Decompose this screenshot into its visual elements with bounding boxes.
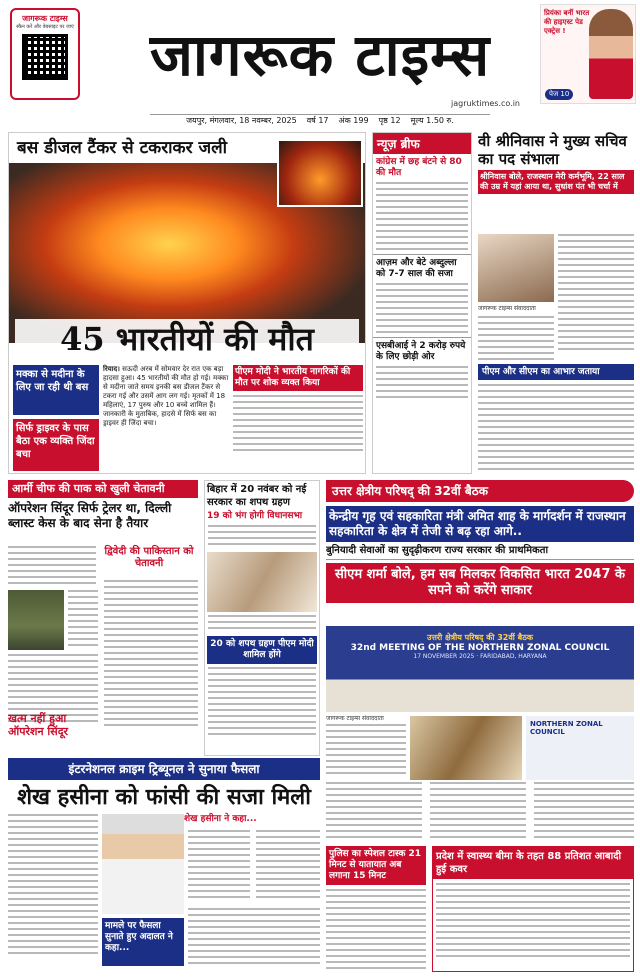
stage-en: 32nd MEETING OF THE NORTHERN ZONAL COUNCIL — [350, 643, 610, 653]
qr-code-icon — [22, 34, 68, 80]
army-caption: खत्म नहीं हुआ ऑपरेशन सिंदूर — [8, 712, 69, 738]
news-brief — [372, 132, 472, 474]
army-headline[interactable]: आर्मी चीफ की पाक को खुली चेतावनी — [8, 480, 198, 498]
lead-big-headline[interactable]: 45 भारतीयों की मौत — [15, 319, 359, 359]
chief-secretary-story — [478, 132, 634, 362]
lead-side-box-2: सिर्फ ड्राइवर के पास बैठा एक व्यक्ति जिंदा बचा — [13, 419, 99, 471]
website[interactable]: jagruktimes.co.in — [451, 99, 520, 108]
zonal-body — [326, 782, 634, 844]
cs-photo — [478, 234, 554, 302]
qr-sub: स्कैन करें और वेबसाइट पर जाएं — [16, 24, 74, 30]
zonal-big[interactable]: सीएम शर्मा बोले, हम सब मिलकर विकसित भारत 2047 के सपने को करेंगे साकार — [326, 563, 634, 603]
actress-photo — [589, 9, 633, 99]
hasina-banner: इंटरनेशनल क्राइम ट्रिब्यूनल ने सुनाया फैसला — [8, 758, 320, 780]
army-story — [8, 480, 198, 756]
police-story — [326, 846, 426, 972]
health-story — [432, 846, 634, 972]
lead-headline[interactable]: बस डीजल टैंकर से टकराकर जली — [17, 138, 228, 158]
masthead-title: जागरूक टाइम्स — [149, 21, 491, 89]
cs-sub: श्रीनिवास बोले, राजस्थान मेरी कर्मभूमि, 22 साल की उम्र में यहां आया था, सुधांश पंत भी चर्चा में — [478, 170, 634, 194]
stage-title: उत्तरी क्षेत्रीय परिषद् की 32वीं बैठक — [426, 633, 534, 642]
pages-text: पृष्ठ 12 — [378, 116, 401, 125]
army-photo — [8, 590, 64, 650]
brief-label: न्यूज़ ब्रीफ — [373, 133, 471, 154]
hasina-quote: मामले पर फैसला सुनाते हुए अदालत ने कहा... — [102, 918, 184, 966]
bihar-bottom[interactable]: 20 को शपथ ग्रहण पीएम मोदी शामिल होंगे — [207, 636, 317, 664]
lead-story — [8, 132, 366, 474]
thanks-headline[interactable]: पीएम और सीएम का आभार जताया — [478, 364, 634, 380]
stage-photo — [326, 626, 634, 712]
lead-body-text: सऊदी अरब में सोमवार देर रात एक बड़ा हादसा हुआ। 45 भारतीयों की मौत हो गई। मक्का से मदीना जाते समय इनकी बस डीजल टैंकर से टकरा गई और उसमें आग लग गई। मृतकों में 18 महिलाएं, 17 पुरुष और 10 बच्चे शामिल हैं। जानकारी के मुताबिक, हादसे में सिर्फ बस का ड्राइवर ही जिंदा बचा। — [103, 365, 229, 427]
health-headline[interactable]: प्रदेश में स्वास्थ्य बीमा के तहत 88 प्रतिशत आबादी हुई कवर — [433, 847, 633, 879]
qr-label: जागरूक टाइम्स — [22, 14, 68, 23]
zonal-caption: जागरूक टाइम्स संवाददाता — [326, 715, 384, 722]
bihar-sub: 19 को भंग होगी विधानसभा — [207, 511, 303, 521]
lead-side-box-1: मक्का से मदीना के लिए जा रही थी बस — [13, 365, 99, 415]
zonal-sub: बुनियादी सेवाओं का सुदृढ़ीकरण राज्य सरकार की प्राथमिकता — [326, 545, 634, 560]
masthead — [0, 0, 640, 128]
brief-h3[interactable]: एसबीआई ने 2 करोड़ रुपये के लिए छोड़ी ओर — [373, 337, 471, 366]
promo-text: प्रियंका बनीं भारत की हाइएस्ट पेड एक्ट्रेस ! — [544, 9, 590, 35]
lead-body — [103, 365, 229, 471]
nzc-label: NORTHERN ZONAL COUNCIL — [530, 720, 603, 736]
promo-page-badge: पेज 10 — [545, 89, 573, 100]
army-sub[interactable]: ऑपरेशन सिंदूर सिर्फ ट्रेलर था, दिल्ली ब्लास्ट केस के बाद सेना है तैयार — [8, 501, 172, 530]
hasina-story — [8, 758, 320, 972]
qr-panel[interactable] — [10, 8, 80, 100]
police-headline[interactable]: पुलिस का स्पेशल टास्क 21 मिनट से यातायात अब लगाना 15 मिनट — [326, 846, 426, 885]
hasina-photo-label: शेख हसीना ने कहा... — [184, 814, 257, 824]
lead-dateline: रियाद। — [103, 365, 120, 373]
zonal-council-story — [326, 480, 634, 780]
hasina-headline[interactable]: शेख हसीना को फांसी की सजा मिली — [17, 785, 311, 810]
bihar-photo — [207, 552, 317, 612]
zonal-headline[interactable]: केन्द्रीय गृह एवं सहकारिता मंत्री अमित शाह के मार्गदर्शन में राजस्थान सहकारिता के क्षेत्र में तेजी से बढ़ रहा आगे.. — [326, 506, 634, 542]
bihar-headline[interactable]: बिहार में 20 नवंबर को नई सरकार का शपथ ग्रहण — [207, 484, 307, 508]
cs-headline[interactable]: वी श्रीनिवास ने मुख्य सचिव का पद संभाला — [478, 132, 627, 168]
brief-h1[interactable]: कांग्रेस में छह बंटने से 80 की मौत — [376, 157, 462, 178]
promo-box[interactable] — [540, 4, 636, 104]
dateline-bar — [150, 114, 490, 127]
bihar-story — [204, 480, 320, 756]
year-text: वर्ष 17 — [306, 116, 329, 125]
cs-caption: जागरूक टाइम्स संवाददाता — [478, 305, 536, 312]
zonal-banner: उत्तर क्षेत्रीय परिषद् की 32वीं बैठक — [326, 480, 634, 502]
nzc-photo — [526, 716, 634, 780]
stage-sub: 17 NOVEMBER 2025 · FARIDABAD, HARYANA — [413, 653, 547, 660]
hasina-photo — [102, 814, 184, 914]
date-text: जयपुर, मंगलवार, 18 नवम्बर, 2025 — [186, 116, 297, 125]
issue-text: अंक 199 — [338, 116, 369, 125]
thanks-story — [478, 364, 634, 474]
pm-box — [233, 365, 363, 471]
award-photo — [410, 716, 522, 780]
brief-h2[interactable]: आज़म और बेटे अब्दुल्ला को 7-7 साल की सजा — [373, 254, 471, 283]
price-text: मूल्य 1.50 रु. — [410, 116, 454, 125]
army-quote: द्विवेदी की पाकिस्तान को चेतावनी — [104, 546, 194, 569]
inset-photo — [277, 139, 363, 207]
pm-headline[interactable]: पीएम मोदी ने भारतीय नागरिकों की मौत पर शोक व्यक्त किया — [233, 365, 363, 391]
